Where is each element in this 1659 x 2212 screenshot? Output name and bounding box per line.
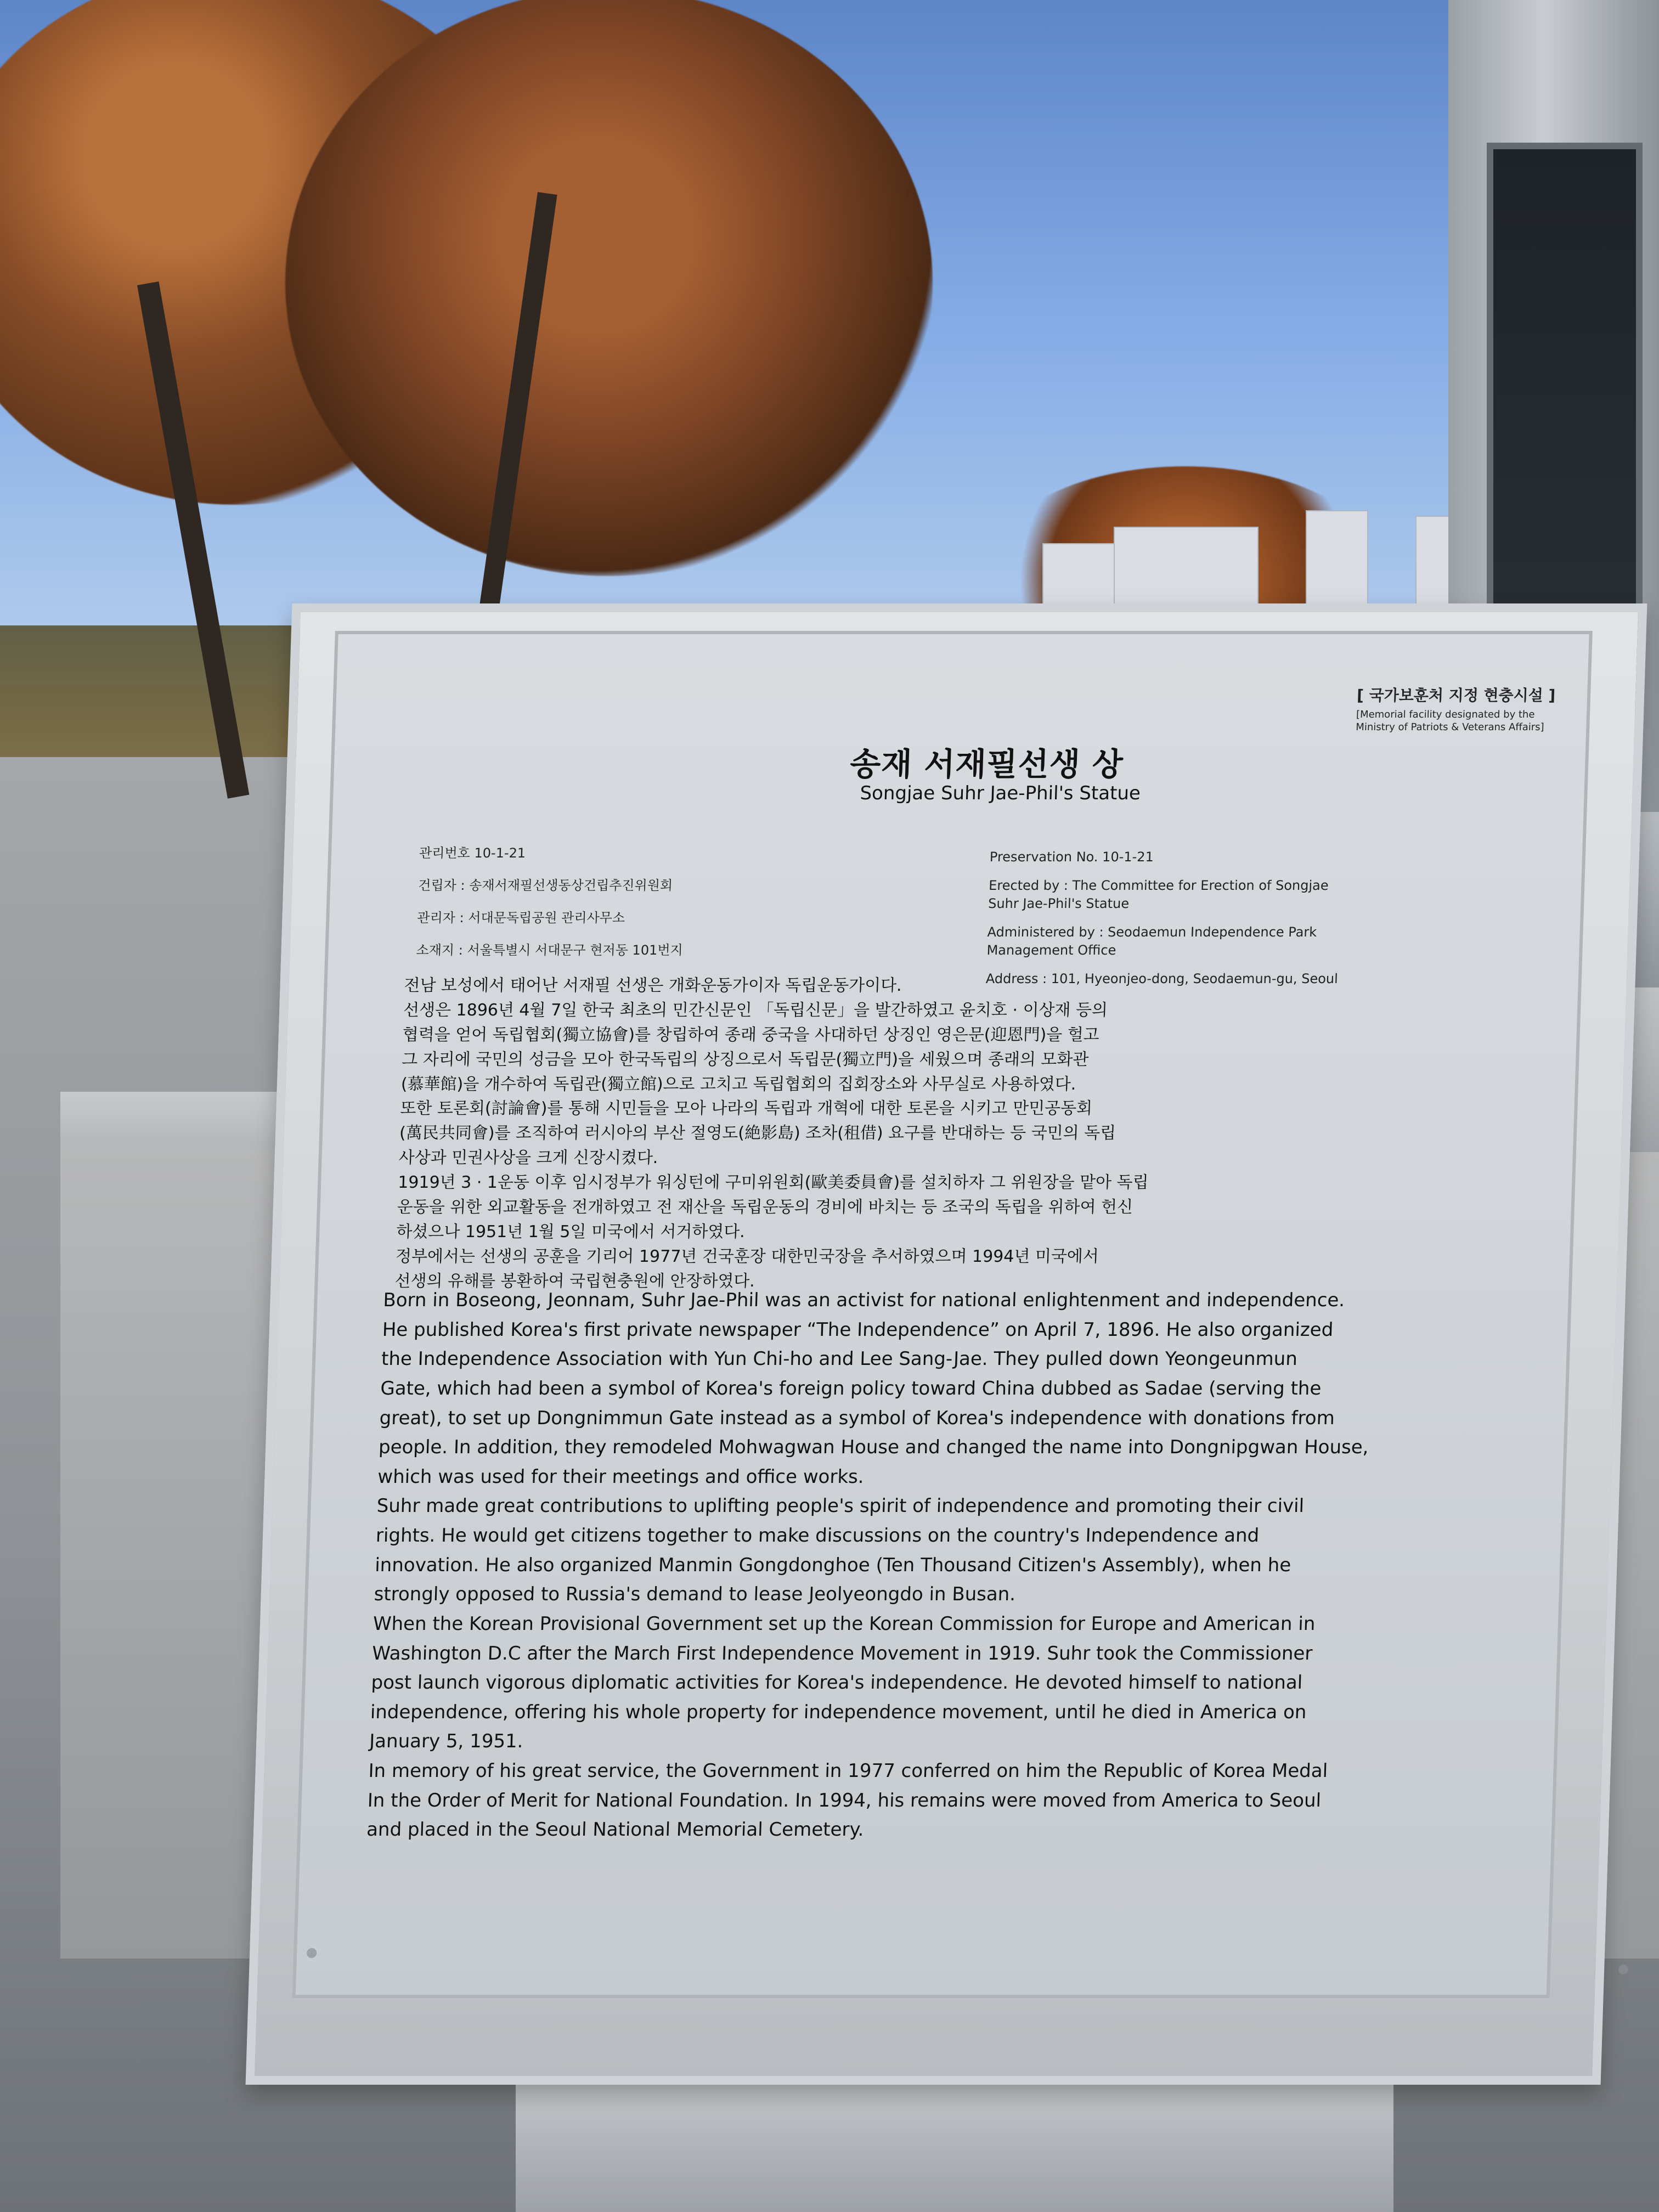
korean-info-line-4: 소재지 : 서울특별시 서대문구 현저동 101번지 <box>416 942 684 958</box>
korean-info-line-3: 관리자 : 서대문독립공원 관리사무소 <box>416 910 625 926</box>
plaque-inner <box>292 631 1593 1998</box>
korean-info-line-2: 건립자 : 송재서재필선생동상건립추진위원회 <box>417 877 673 893</box>
english-body-line-11: strongly opposed to Russia's demand to lease Jeolyeongdo in Busan. <box>374 1583 1016 1606</box>
english-body-line-13: Washington D.C after the March First Independence Movement in 1919. Suhr took the Commissioner <box>371 1642 1313 1664</box>
rivet-left <box>307 1948 317 1958</box>
korean-body-line-4: 그 자리에 국민의 성금을 모아 한국독립의 상징으로서 독립문(獨立門)을 세웠으며 종래의 모화관 <box>401 1049 1089 1069</box>
korean-body-line-9: 1919년 3 · 1운동 이후 임시정부가 워싱턴에 구미위원회(歐美委員會)를 설치하자 그 위원장을 맡아 독립 <box>397 1173 1149 1193</box>
english-body-line-4: Gate, which had been a symbol of Korea's foreign policy toward China dubbed as Sadae (serving the <box>380 1377 1322 1400</box>
english-info-line-1: Preservation No. 10-1-21 <box>989 849 1154 865</box>
english-body-line-7: which was used for their meetings and office works. <box>377 1465 865 1488</box>
english-info-line-4: Address : 101, Hyeonjeo-dong, Seodaemun-gu, Seoul <box>985 970 1339 986</box>
english-info-line-2: Erected by : The Committee for Erection of Songjae Suhr Jae-Phil's Statue <box>988 878 1329 911</box>
english-body-line-18: In the Order of Merit for National Foundation. In 1994, his remains were moved from America to Seoul <box>367 1789 1322 1812</box>
english-body-line-1: Born in Boseong, Jeonnam, Suhr Jae-Phil was an activist for national enlightenment and independence. <box>382 1289 1345 1311</box>
designation-stamp <box>1356 684 1588 733</box>
korean-body-line-13: 선생의 유해를 봉환하여 국립현충원에 안장하였다. <box>394 1271 755 1291</box>
designation-korean: [ 국가보훈처 지정 현충시설 ] <box>1356 686 1556 704</box>
korean-body-line-2: 선생은 1896년 4월 7일 한국 최초의 민간신문인 「독립신문」을 발간하였고 윤치호 · 이상재 등의 <box>403 1000 1108 1020</box>
korean-body-line-6: 또한 토론회(討論會)를 통해 시민들을 모아 나라의 독립과 개혁에 대한 토론을 시키고 만민공동회 <box>399 1099 1093 1119</box>
english-body-line-19: and placed in the Seoul National Memorial Cemetery. <box>366 1819 865 1841</box>
english-body-line-6: people. In addition, they remodeled Mohwagwan House and changed the name into Dongnipgwan House, <box>378 1436 1369 1459</box>
korean-body-line-5: (慕華館)을 개수하여 독립관(獨立館)으로 고치고 독립협회의 집회장소와 사무실로 사용하였다. <box>400 1074 1076 1094</box>
title-english: Songjae Suhr Jae-Phil's Statue <box>859 782 1141 804</box>
plaque-holder <box>246 603 1647 2085</box>
english-body-line-3: the Independence Association with Yun Chi-ho and Lee Sang-Jae. They pulled down Yeongeunmun <box>381 1348 1298 1370</box>
english-body-line-14: post launch vigorous diplomatic activities for Korea's independence. He devoted himself to national <box>370 1672 1303 1694</box>
english-info-line-3: Administered by : Seodaemun Independence Park Management Office <box>986 924 1317 958</box>
korean-info-block <box>415 843 957 972</box>
english-body-line-15: independence, offering his whole property for independence movement, until he died in America on <box>370 1701 1307 1723</box>
english-body-line-10: innovation. He also organized Manmin Gongdonghoe (Ten Thousand Citizen's Assembly), when he <box>374 1554 1291 1576</box>
english-body-line-16: January 5, 1951. <box>369 1730 524 1753</box>
korean-body-line-10: 운동을 위한 외교활동을 전개하였고 전 재산을 독립운동의 경비에 바치는 등 조국의 독립을 위하여 헌신 <box>397 1198 1133 1217</box>
english-body-line-17: In memory of his great service, the Government in 1977 conferred on him the Republic of Korea Medal <box>368 1760 1328 1782</box>
korean-body-line-7: (萬民共同會)를 조직하여 러시아의 부산 절영도(絶影島) 조차(租借) 요구를 반대하는 등 국민의 독립 <box>399 1124 1116 1143</box>
korean-body-line-11: 하셨으나 1951년 1월 5일 미국에서 서거하였다. <box>396 1222 746 1242</box>
english-body-line-12: When the Korean Provisional Government set up the Korean Commission for Europe and American in <box>373 1612 1316 1635</box>
korean-info-line-1: 관리번호 10-1-21 <box>419 845 526 861</box>
english-body-line-5: great), to set up Dongnimmun Gate instead as a symbol of Korea's independence with donations from <box>379 1407 1335 1429</box>
english-body-line-9: rights. He would get citizens together to make discussions on the country's Independence and <box>375 1525 1260 1547</box>
korean-body-line-8: 사상과 민권사상을 크게 신장시켰다. <box>398 1148 659 1168</box>
designation-english: [Memorial facility designated by the Ministry of Patriots & Veterans Affairs] <box>1356 709 1544 733</box>
english-body <box>366 1287 1464 1846</box>
korean-body-line-1: 전남 보성에서 태어난 서재필 선생은 개화운동가이자 독립운동가이다. <box>403 976 902 995</box>
korean-body <box>394 974 1480 1295</box>
english-body-line-2: He published Korea's first private newspaper “The Independence” on April 7, 1896. He also organized <box>382 1318 1334 1341</box>
korean-body-line-12: 정부에서는 선생의 공훈을 기리어 1977년 건국훈장 대한민국장을 추서하였으며 1994년 미국에서 <box>395 1246 1099 1266</box>
korean-body-line-3: 협력을 얻어 독립협회(獨立協會)를 창립하여 종래 중국을 사대하던 상징인 영은문(迎恩門)을 헐고 <box>402 1025 1100 1045</box>
english-body-line-8: Suhr made great contributions to uplifting people's spirit of independence and promoting their civil <box>376 1495 1305 1517</box>
autumn-tree-center <box>285 0 933 576</box>
title-korean: 송재 서재필선생 상 <box>849 746 1124 783</box>
